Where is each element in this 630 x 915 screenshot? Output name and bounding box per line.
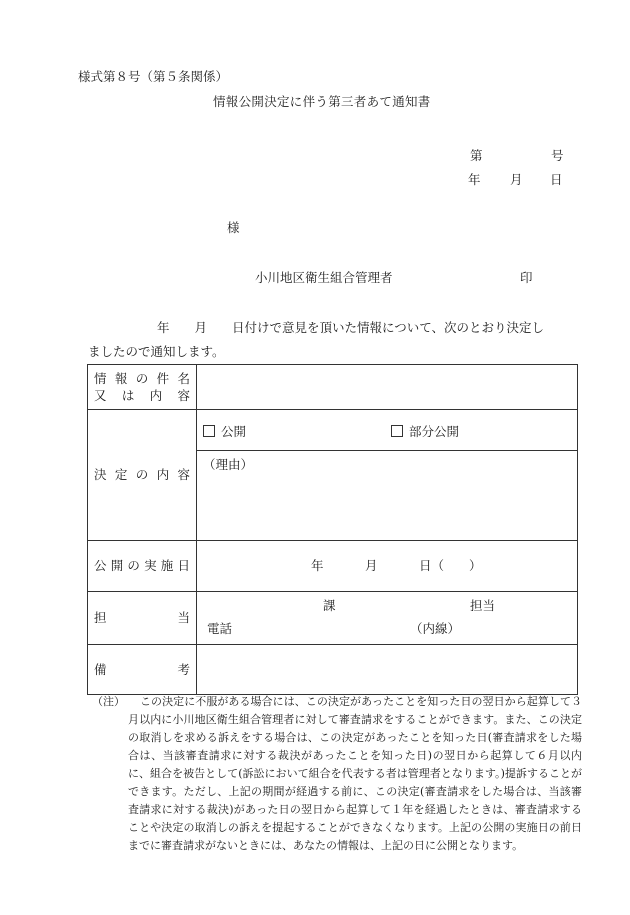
label-char: 決 <box>94 467 107 483</box>
field-remarks[interactable] <box>197 645 578 695</box>
issue-date-day: 日 <box>550 172 563 187</box>
row-person-in-charge <box>88 592 578 645</box>
label-char: 又 <box>94 387 107 403</box>
notes-text: この決定に不服がある場合には、この決定があったことを知った日の翌日から起算して３月以内に小川地区衛生組合管理者に対して審査請求をすることができます。また、この決定の取消しを求める訴えをする場合は、この決定があったことを知った日(審査請求をした場合は、当該審査請求に対する裁決があったことを知った日)の翌日から起算して６月以内に、組合を被告として(訴訟において組合を代表する者は管理者となります。)提訴することができます。ただし、上記の期間が経過する前に、この決定(審査請求をした場合は、当該審査請求に対する裁決)があった日の翌日から起算して１年を経過したときは、審査請求することや決定の取消しの訴えを提起することができなくなります。上記の公開の実施日の前日までに審査請求がないときには、あなたの情報は、上記の日に公開となります。 <box>128 695 582 852</box>
field-information-subject[interactable] <box>197 365 578 410</box>
label-char: は <box>121 387 135 403</box>
label-disclosure-date <box>88 541 197 592</box>
label-char: 公 <box>94 558 107 574</box>
phone-label: 電話 <box>207 621 233 636</box>
body-text-line-1: 年 月 日付けで意見を頂いた情報について、次のとおり決定し <box>157 320 545 335</box>
label-char: の <box>135 467 149 483</box>
label-char: 担 <box>94 610 107 626</box>
label-char: 内 <box>156 467 170 483</box>
label-char: 施 <box>160 558 174 574</box>
label-char: 定 <box>114 467 128 483</box>
section-label: 課 <box>323 598 336 613</box>
issue-date-month: 月 <box>510 172 523 187</box>
public-option[interactable] <box>203 425 246 439</box>
public-option-label: 公開 <box>221 424 247 439</box>
label-information-subject <box>88 365 197 410</box>
partial-public-option-label: 部分公開 <box>409 424 460 439</box>
partial-public-option[interactable] <box>391 425 459 439</box>
label-char: 容 <box>177 387 190 403</box>
label-decision-content <box>88 410 197 541</box>
label-remarks <box>88 645 197 695</box>
label-char: 備 <box>94 661 107 677</box>
reason-label: （理由） <box>203 457 254 472</box>
row-disclosure-date <box>88 541 578 592</box>
disclosure-date-month: 月 <box>365 558 378 573</box>
label-char: 件 <box>156 371 170 387</box>
seal-mark: 印 <box>520 270 533 285</box>
form-number-label: 様式第８号（第５条関係） <box>78 69 229 84</box>
label-char: の <box>135 371 149 387</box>
field-decision-reason[interactable] <box>197 451 578 541</box>
label-char: 情 <box>94 371 107 387</box>
label-person-in-charge <box>88 592 197 645</box>
row-decision-options <box>88 410 578 451</box>
field-person-in-charge[interactable] <box>197 592 578 645</box>
reference-number-prefix: 第 <box>470 148 483 163</box>
disclosure-date-year: 年 <box>311 558 324 573</box>
label-char: 考 <box>177 661 190 677</box>
decision-options-cell <box>197 410 578 451</box>
label-char: 容 <box>177 467 190 483</box>
sender-name: 小川地区衛生組合管理者 <box>255 270 393 285</box>
reference-number-suffix: 号 <box>551 148 564 163</box>
label-char: 報 <box>114 371 128 387</box>
issue-date-year: 年 <box>468 172 481 187</box>
extension-label: （内線） <box>410 621 461 636</box>
staff-label: 担当 <box>470 598 496 613</box>
addressee-honorific: 様 <box>227 220 240 235</box>
body-text-line-2: ましたので通知します。 <box>88 344 225 359</box>
label-char: 実 <box>144 558 157 574</box>
notes-mark: （注） <box>92 695 125 708</box>
label-char: 当 <box>177 610 190 626</box>
label-char: の <box>127 558 140 574</box>
document-title: 情報公開決定に伴う第三者あて通知書 <box>213 94 431 109</box>
row-remarks <box>88 645 578 695</box>
notes-section <box>92 693 582 855</box>
label-char: 日 <box>177 558 190 574</box>
partial-public-checkbox[interactable] <box>391 425 403 437</box>
label-char: 開 <box>110 558 124 574</box>
decision-form-table <box>87 364 578 695</box>
label-char: 内 <box>149 387 163 403</box>
public-checkbox[interactable] <box>203 425 215 437</box>
row-information-subject <box>88 365 578 410</box>
disclosure-date-day: 日（ ） <box>419 558 482 573</box>
label-char: 名 <box>177 371 190 387</box>
field-disclosure-date[interactable] <box>197 541 578 592</box>
